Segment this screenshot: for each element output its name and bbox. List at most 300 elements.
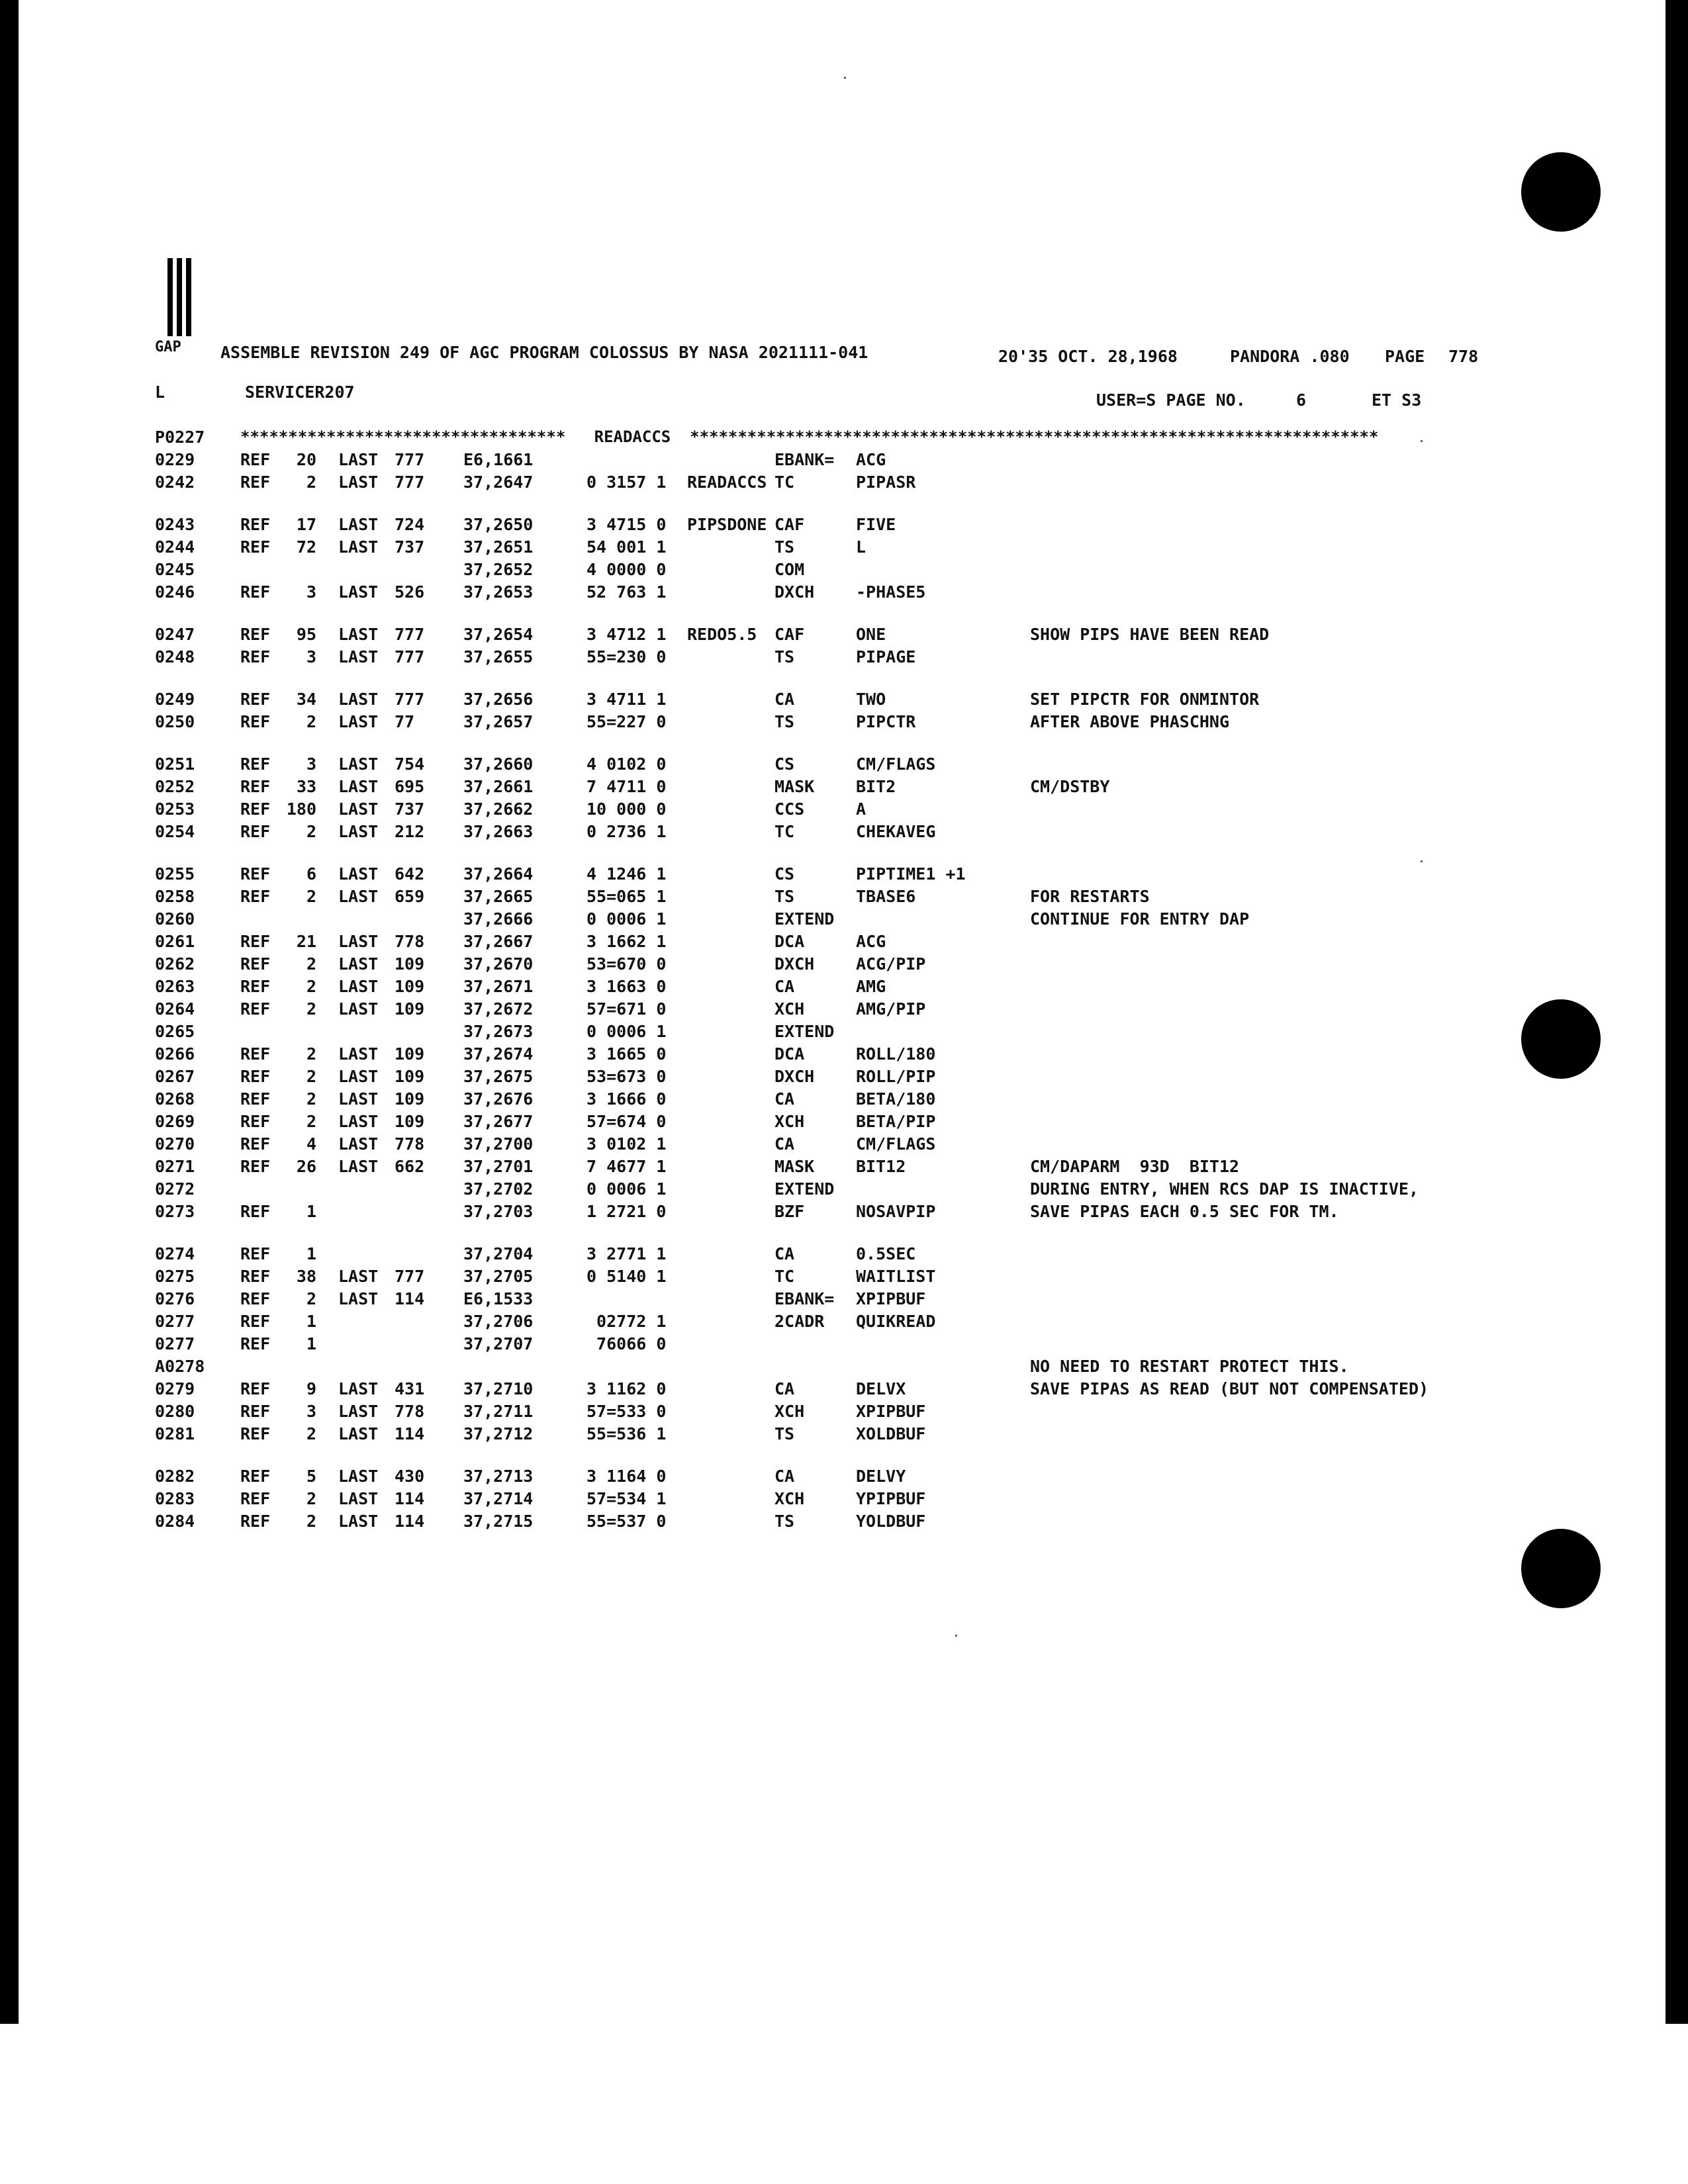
opcode: TS [774, 712, 795, 731]
last-page: 777 [395, 625, 425, 644]
line-number: 0243 [155, 515, 195, 534]
operand: TWO [856, 690, 886, 709]
ref-count: 1 [306, 1244, 316, 1263]
octal-code: 53=673 0 [586, 1067, 667, 1086]
line-number: 0252 [155, 777, 195, 796]
opcode: EXTEND [774, 1179, 835, 1199]
ref-marker: REF [240, 582, 271, 602]
ref-marker: REF [240, 1489, 271, 1508]
octal-code: 0 0006 1 [586, 1179, 667, 1199]
last-marker: LAST [338, 625, 379, 644]
last-marker: LAST [338, 1467, 379, 1486]
ref-marker: REF [240, 1157, 271, 1176]
header-page-label: PAGE [1385, 347, 1425, 366]
last-page: 778 [395, 1134, 425, 1154]
last-page: 109 [395, 1112, 425, 1131]
last-marker: LAST [338, 1424, 379, 1443]
last-marker: LAST [338, 1379, 379, 1398]
last-marker: LAST [338, 1157, 379, 1176]
ref-count: 4 [306, 1134, 316, 1154]
ref-count: 3 [306, 647, 316, 666]
listing-row [19, 1312, 1660, 1330]
octal-code: 3 4712 1 [586, 625, 667, 644]
address: 37,2651 [463, 537, 534, 557]
address: 37,2713 [463, 1467, 534, 1486]
ref-count: 38 [296, 1267, 316, 1286]
line-number: 0279 [155, 1379, 195, 1398]
listing-row [19, 864, 1660, 883]
ref-marker: REF [240, 1424, 271, 1443]
octal-code: 3 4711 1 [586, 690, 667, 709]
line-number: 0265 [155, 1022, 195, 1041]
listing-row [19, 712, 1660, 731]
octal-code: 0 2736 1 [586, 822, 667, 841]
line-number: 0253 [155, 799, 195, 819]
line-number: 0261 [155, 932, 195, 951]
octal-code: 3 4715 0 [586, 515, 667, 534]
last-marker: LAST [338, 1067, 379, 1086]
last-marker: LAST [338, 1044, 379, 1064]
address: 37,2703 [463, 1202, 534, 1221]
opcode: COM [774, 560, 805, 579]
listing-row [19, 799, 1660, 818]
ref-marker: REF [240, 537, 271, 557]
opcode: DXCH [774, 582, 815, 602]
listing-row [19, 647, 1660, 666]
last-marker: LAST [338, 647, 379, 666]
ref-marker: REF [240, 777, 271, 796]
octal-code: 52 763 1 [586, 582, 667, 602]
listing-row [19, 690, 1660, 708]
line-number: 0284 [155, 1512, 195, 1531]
last-marker: LAST [338, 450, 379, 469]
last-page: 109 [395, 954, 425, 974]
line-number: 0269 [155, 1112, 195, 1131]
ref-marker: REF [240, 1312, 271, 1331]
ref-count: 2 [306, 1044, 316, 1064]
listing-row [19, 822, 1660, 841]
address: 37,2661 [463, 777, 534, 796]
ref-count: 2 [306, 1424, 316, 1443]
ref-marker: REF [240, 1334, 271, 1353]
comment: FOR RESTARTS [1030, 887, 1150, 906]
operand: XPIPBUF [856, 1289, 926, 1308]
last-marker: LAST [338, 799, 379, 819]
opcode: DCA [774, 1044, 805, 1064]
operand: PIPTIME1 +1 [856, 864, 966, 884]
operand: A [856, 799, 867, 819]
octal-code: 57=671 0 [586, 999, 667, 1019]
listing-row [19, 1089, 1660, 1108]
address: 37,2660 [463, 754, 534, 774]
ref-marker: REF [240, 712, 271, 731]
octal-code: 1 2721 0 [586, 1202, 667, 1221]
comment: SAVE PIPAS AS READ (BUT NOT COMPENSATED) [1030, 1379, 1429, 1398]
opcode: XCH [774, 1489, 805, 1508]
last-page: 777 [395, 1267, 425, 1286]
header-section: SERVICER207 [245, 383, 355, 402]
listing-row [19, 777, 1660, 796]
line-number: P0227 [155, 428, 205, 447]
listing-row [19, 1157, 1660, 1175]
ref-marker: REF [240, 799, 271, 819]
address: 37,2702 [463, 1179, 534, 1199]
ref-marker: REF [240, 1112, 271, 1131]
address: 37,2707 [463, 1334, 534, 1353]
last-page: 109 [395, 999, 425, 1019]
listing-row [19, 1402, 1660, 1420]
header-et: ET S3 [1372, 390, 1422, 410]
listing-row [19, 428, 1660, 446]
last-page: 777 [395, 690, 425, 709]
opcode: 2CADR [774, 1312, 825, 1331]
line-number: 0255 [155, 864, 195, 884]
operand: PIPCTR [856, 712, 916, 731]
operand: ROLL/PIP [856, 1067, 936, 1086]
line-number: 0258 [155, 887, 195, 906]
line-number: 0249 [155, 690, 195, 709]
ref-marker: REF [240, 625, 271, 644]
listing-row [19, 1334, 1660, 1353]
ref-count: 2 [306, 712, 316, 731]
line-number: 0245 [155, 560, 195, 579]
ref-count: 3 [306, 582, 316, 602]
ref-marker: REF [240, 977, 271, 996]
octal-code: 3 1662 1 [586, 932, 667, 951]
line-number: 0275 [155, 1267, 195, 1286]
ref-marker: REF [240, 1089, 271, 1109]
listing-row [19, 450, 1660, 469]
address: 37,2657 [463, 712, 534, 731]
line-number: 0272 [155, 1179, 195, 1199]
opcode: TC [774, 822, 795, 841]
octal-code: 4 0102 0 [586, 754, 667, 774]
octal-code: 0 0006 1 [586, 909, 667, 929]
line-number: 0242 [155, 473, 195, 492]
last-page: 109 [395, 1044, 425, 1064]
last-page: 114 [395, 1424, 425, 1443]
line-number: 0244 [155, 537, 195, 557]
opcode: XCH [774, 1112, 805, 1131]
last-marker: LAST [338, 582, 379, 602]
ref-count: 1 [306, 1202, 316, 1221]
opcode: CS [774, 754, 795, 774]
last-marker: LAST [338, 777, 379, 796]
line-number: 0247 [155, 625, 195, 644]
ref-count: 180 [286, 799, 316, 819]
listing-row [19, 625, 1660, 643]
opcode: TC [774, 473, 795, 492]
last-page: 431 [395, 1379, 425, 1398]
octal-code: 53=670 0 [586, 954, 667, 974]
operand: DELVY [856, 1467, 906, 1486]
address: 37,2647 [463, 473, 534, 492]
line-number: 0282 [155, 1467, 195, 1486]
address: 37,2652 [463, 560, 534, 579]
operand: ACG [856, 932, 886, 951]
listing-body [19, 428, 1665, 1553]
octal-code: 0 5140 1 [586, 1267, 667, 1286]
octal-code: 3 1162 0 [586, 1379, 667, 1398]
symbol-label: READACCS [687, 473, 767, 492]
last-page: 777 [395, 450, 425, 469]
address: 37,2710 [463, 1379, 534, 1398]
ref-marker: REF [240, 822, 271, 841]
listing-row [19, 1512, 1660, 1530]
listing-row [19, 1489, 1660, 1508]
ref-marker: REF [240, 1467, 271, 1486]
last-marker: LAST [338, 954, 379, 974]
octal-code: 3 1663 0 [586, 977, 667, 996]
address: 37,2714 [463, 1489, 534, 1508]
ref-count: 2 [306, 977, 316, 996]
line-number: A0278 [155, 1357, 205, 1376]
octal-code: 02772 1 [586, 1312, 667, 1331]
ref-marker: REF [240, 690, 271, 709]
opcode: CA [774, 690, 795, 709]
opcode: CAF [774, 515, 805, 534]
last-marker: LAST [338, 754, 379, 774]
operand: YPIPBUF [856, 1489, 926, 1508]
address: 37,2715 [463, 1512, 534, 1531]
ref-count: 2 [306, 1112, 316, 1131]
last-page: 737 [395, 537, 425, 557]
ref-count: 21 [296, 932, 316, 951]
address: 37,2705 [463, 1267, 534, 1286]
octal-code: 55=227 0 [586, 712, 667, 731]
listing-row [19, 1244, 1660, 1263]
line-number: 0263 [155, 977, 195, 996]
address: 37,2701 [463, 1157, 534, 1176]
listing-row [19, 1067, 1660, 1085]
ref-marker: REF [240, 1289, 271, 1308]
operand: CHEKAVEG [856, 822, 936, 841]
comment: SET PIPCTR FOR ONMINTOR [1030, 690, 1260, 709]
last-page: 109 [395, 1067, 425, 1086]
ref-count: 2 [306, 1067, 316, 1086]
ref-count: 2 [306, 999, 316, 1019]
ref-marker: REF [240, 1379, 271, 1398]
last-page: 642 [395, 864, 425, 884]
operand: BIT12 [856, 1157, 906, 1176]
listing-row [19, 977, 1660, 995]
address: 37,2672 [463, 999, 534, 1019]
operand: 0.5SEC [856, 1244, 916, 1263]
operand: BETA/PIP [856, 1112, 936, 1131]
address: 37,2662 [463, 799, 534, 819]
ref-marker: REF [240, 515, 271, 534]
ref-count: 2 [306, 1289, 316, 1308]
opcode: CA [774, 1467, 795, 1486]
octal-code: 3 1666 0 [586, 1089, 667, 1109]
ref-count: 95 [296, 625, 316, 644]
opcode: CA [774, 1244, 795, 1263]
listing-row [19, 1022, 1660, 1040]
operand: AMG [856, 977, 886, 996]
line-number: 0248 [155, 647, 195, 666]
ref-marker: REF [240, 1067, 271, 1086]
listing-row [19, 909, 1660, 928]
ref-marker: REF [240, 1402, 271, 1421]
ref-marker: REF [240, 1512, 271, 1531]
comment: SAVE PIPAS EACH 0.5 SEC FOR TM. [1030, 1202, 1339, 1221]
address: 37,2700 [463, 1134, 534, 1154]
last-page: 777 [395, 473, 425, 492]
line-number: 0281 [155, 1424, 195, 1443]
ref-marker: REF [240, 954, 271, 974]
opcode: BZF [774, 1202, 805, 1221]
last-marker: LAST [338, 537, 379, 557]
line-number: 0266 [155, 1044, 195, 1064]
listing-row [19, 515, 1660, 533]
operand: L [856, 537, 867, 557]
address: 37,2671 [463, 977, 534, 996]
ref-marker: REF [240, 1244, 271, 1263]
ref-count: 2 [306, 473, 316, 492]
last-marker: LAST [338, 473, 379, 492]
ref-count: 26 [296, 1157, 316, 1176]
line-number: 0277 [155, 1334, 195, 1353]
octal-code: 55=537 0 [586, 1512, 667, 1531]
last-marker: LAST [338, 977, 379, 996]
operand: XOLDBUF [856, 1424, 926, 1443]
octal-code: 4 0000 0 [586, 560, 667, 579]
last-page: 114 [395, 1512, 425, 1531]
last-marker: LAST [338, 999, 379, 1019]
last-page: 114 [395, 1489, 425, 1508]
last-page: 777 [395, 647, 425, 666]
ref-marker: REF [240, 887, 271, 906]
last-marker: LAST [338, 932, 379, 951]
last-marker: LAST [338, 822, 379, 841]
address: 37,2654 [463, 625, 534, 644]
operand: QUIKREAD [856, 1312, 936, 1331]
opcode: MASK [774, 777, 815, 796]
listing-row [19, 887, 1660, 905]
opcode: MASK [774, 1157, 815, 1176]
line-number: 0270 [155, 1134, 195, 1154]
listing-row [19, 754, 1660, 773]
octal-code: 57=533 0 [586, 1402, 667, 1421]
symbol-label: PIPSDONE [687, 515, 767, 534]
ref-marker: REF [240, 999, 271, 1019]
address: 37,2670 [463, 954, 534, 974]
address: 37,2673 [463, 1022, 534, 1041]
address: 37,2677 [463, 1112, 534, 1131]
opcode: TS [774, 1424, 795, 1443]
octal-code: 3 1665 0 [586, 1044, 667, 1064]
listing-row [19, 1289, 1660, 1308]
last-page: 659 [395, 887, 425, 906]
comment: CM/DAPARM 93D BIT12 [1030, 1157, 1240, 1176]
address: 37,2665 [463, 887, 534, 906]
opcode: DXCH [774, 954, 815, 974]
opcode: EXTEND [774, 1022, 835, 1041]
listing-row [19, 932, 1660, 950]
octal-code: 3 2771 1 [586, 1244, 667, 1263]
ref-count: 5 [306, 1467, 316, 1486]
opcode: CA [774, 1379, 795, 1398]
listing-row [19, 560, 1660, 578]
listing-row [19, 1044, 1660, 1063]
last-marker: LAST [338, 1512, 379, 1531]
comment: CONTINUE FOR ENTRY DAP [1030, 909, 1250, 929]
opcode: XCH [774, 999, 805, 1019]
last-page: 754 [395, 754, 425, 774]
address: 37,2667 [463, 932, 534, 951]
ref-count: 2 [306, 1489, 316, 1508]
opcode: EBANK= [774, 450, 835, 469]
line-number: 0260 [155, 909, 195, 929]
octal-code: 57=534 1 [586, 1489, 667, 1508]
last-page: 212 [395, 822, 425, 841]
last-page: 109 [395, 1089, 425, 1109]
section-banner: ********************************** READACCS ************************************************************************ [240, 428, 1379, 446]
operand: ROLL/180 [856, 1044, 936, 1064]
last-marker: LAST [338, 1402, 379, 1421]
last-page: 662 [395, 1157, 425, 1176]
address: 37,2653 [463, 582, 534, 602]
line-number: 0264 [155, 999, 195, 1019]
last-marker: LAST [338, 1089, 379, 1109]
last-marker: LAST [338, 712, 379, 731]
octal-code: 3 0102 1 [586, 1134, 667, 1154]
line-number: 0283 [155, 1489, 195, 1508]
line-number: 0250 [155, 712, 195, 731]
comment: DURING ENTRY, WHEN RCS DAP IS INACTIVE, [1030, 1179, 1419, 1199]
listing-row [19, 537, 1660, 556]
last-page: 695 [395, 777, 425, 796]
octal-code: 7 4677 1 [586, 1157, 667, 1176]
listing-row [19, 1467, 1660, 1485]
octal-code: 76066 0 [586, 1334, 667, 1353]
operand: ONE [856, 625, 886, 644]
line-number: 0280 [155, 1402, 195, 1421]
operand: YOLDBUF [856, 1512, 926, 1531]
ref-marker: REF [240, 1134, 271, 1154]
line-number: 0262 [155, 954, 195, 974]
line-number: 0271 [155, 1157, 195, 1176]
punch-hole-top [1521, 152, 1601, 232]
listing-row [19, 1357, 1660, 1375]
address: 37,2704 [463, 1244, 534, 1263]
line-number: 0246 [155, 582, 195, 602]
opcode: CA [774, 1134, 795, 1154]
ref-marker: REF [240, 450, 271, 469]
octal-code: 4 1246 1 [586, 864, 667, 884]
last-page: 778 [395, 932, 425, 951]
last-marker: LAST [338, 1134, 379, 1154]
ref-count: 17 [296, 515, 316, 534]
line-number: 0277 [155, 1312, 195, 1331]
comment: NO NEED TO RESTART PROTECT THIS. [1030, 1357, 1349, 1376]
operand: XPIPBUF [856, 1402, 926, 1421]
octal-code: 55=536 1 [586, 1424, 667, 1443]
ref-count: 9 [306, 1379, 316, 1398]
header-users-page-label: USER=S PAGE NO. [1096, 390, 1246, 410]
address: 37,2650 [463, 515, 534, 534]
line-number: 0268 [155, 1089, 195, 1109]
header-pandora: PANDORA .080 [1230, 347, 1350, 366]
operand: AMG/PIP [856, 999, 926, 1019]
line-number: 0254 [155, 822, 195, 841]
comment: CM/DSTBY [1030, 777, 1110, 796]
listing-row [19, 582, 1660, 601]
opcode: TC [774, 1267, 795, 1286]
address: 37,2712 [463, 1424, 534, 1443]
octal-code: 7 4711 0 [586, 777, 667, 796]
operand: BETA/180 [856, 1089, 936, 1109]
